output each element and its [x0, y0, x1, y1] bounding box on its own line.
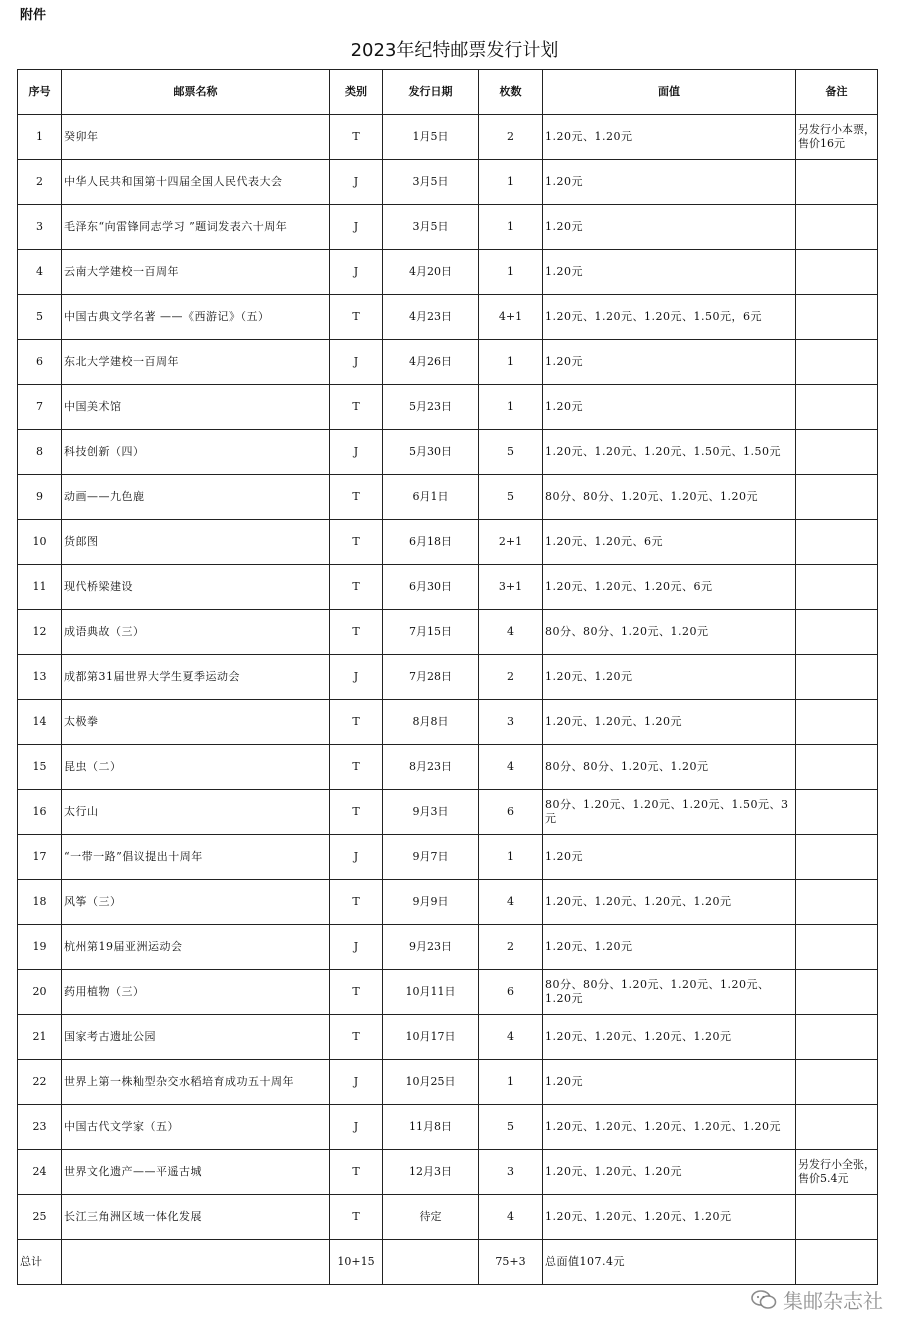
cell-value: 1.20元、1.20元 [543, 925, 796, 970]
table-header-row [18, 70, 878, 115]
cell-no: 16 [18, 790, 62, 835]
cell-date: 4月23日 [383, 295, 479, 340]
cell-stamp-name: 太行山 [62, 790, 330, 835]
cell-value: 1.20元 [543, 250, 796, 295]
cell-no: 21 [18, 1015, 62, 1060]
cell-date: 4月26日 [383, 340, 479, 385]
cell-type: T [330, 790, 383, 835]
cell-no: 5 [18, 295, 62, 340]
cell-stamp-name: 长江三角洲区域一体化发展 [62, 1195, 330, 1240]
cell-stamp-name: 东北大学建校一百周年 [62, 340, 330, 385]
cell-no: 9 [18, 475, 62, 520]
cell-stamp-name: 杭州第19届亚洲运动会 [62, 925, 330, 970]
cell-type: J [330, 430, 383, 475]
cell-value: 1.20元、1.20元、1.20元、1.50元，6元 [543, 295, 796, 340]
cell-value: 1.20元、1.20元、1.20元、1.20元 [543, 880, 796, 925]
cell-value: 1.20元、1.20元、1.20元、1.20元 [543, 1015, 796, 1060]
cell-stamp-name: “一带一路”倡议提出十周年 [62, 835, 330, 880]
cell-note [796, 340, 878, 385]
table-row [18, 115, 878, 160]
table-row [18, 1195, 878, 1240]
cell-count: 1 [479, 205, 543, 250]
cell-date: 9月3日 [383, 790, 479, 835]
cell-count: 6 [479, 970, 543, 1015]
cell-stamp-name: 中国美术馆 [62, 385, 330, 430]
cell-count: 3+1 [479, 565, 543, 610]
cell-count: 4+1 [479, 295, 543, 340]
cell-note [796, 1105, 878, 1150]
cell-type: J [330, 160, 383, 205]
cell-value: 80分、1.20元、1.20元、1.20元、1.50元、3元 [543, 790, 796, 835]
cell-type: T [330, 385, 383, 430]
cell-date: 3月5日 [383, 160, 479, 205]
table-row [18, 745, 878, 790]
cell-no: 24 [18, 1150, 62, 1195]
cell-type: J [330, 340, 383, 385]
table-row [18, 925, 878, 970]
cell-count: 1 [479, 385, 543, 430]
table-row [18, 880, 878, 925]
header-note: 备注 [796, 70, 878, 115]
cell-note [796, 565, 878, 610]
cell-count: 2 [479, 925, 543, 970]
table-row [18, 340, 878, 385]
cell-stamp-name: 世界文化遗产——平遥古城 [62, 1150, 330, 1195]
cell-date: 7月15日 [383, 610, 479, 655]
cell-count: 2+1 [479, 520, 543, 565]
cell-type: J [330, 250, 383, 295]
cell-count: 1 [479, 835, 543, 880]
cell-stamp-name: 科技创新（四） [62, 430, 330, 475]
cell-type: T [330, 700, 383, 745]
cell-count: 4 [479, 1195, 543, 1240]
cell-count: 5 [479, 1105, 543, 1150]
cell-type: J [330, 205, 383, 250]
cell-no: 12 [18, 610, 62, 655]
cell-no: 18 [18, 880, 62, 925]
total-value: 总面值107.4元 [543, 1240, 796, 1285]
cell-stamp-name: 中国古典文学名著 ——《西游记》（五） [62, 295, 330, 340]
cell-note [796, 745, 878, 790]
cell-date: 9月23日 [383, 925, 479, 970]
cell-no: 22 [18, 1060, 62, 1105]
cell-value: 1.20元 [543, 835, 796, 880]
cell-value: 1.20元、1.20元、1.20元、1.20元、1.20元 [543, 1105, 796, 1150]
cell-date: 6月1日 [383, 475, 479, 520]
header-name: 邮票名称 [62, 70, 330, 115]
cell-type: J [330, 1060, 383, 1105]
header-no: 序号 [18, 70, 62, 115]
cell-note [796, 835, 878, 880]
wechat-icon [751, 1290, 777, 1310]
cell-no: 11 [18, 565, 62, 610]
cell-note: 另发行小本票，售价16元 [796, 115, 878, 160]
cell-stamp-name: 国家考古遗址公园 [62, 1015, 330, 1060]
table-row [18, 520, 878, 565]
cell-value: 80分、80分、1.20元、1.20元、1.20元、1.20元 [543, 970, 796, 1015]
cell-type: T [330, 1150, 383, 1195]
table-row [18, 250, 878, 295]
cell-type: T [330, 1195, 383, 1240]
cell-type: T [330, 295, 383, 340]
cell-date: 10月11日 [383, 970, 479, 1015]
table-row [18, 1105, 878, 1150]
cell-note [796, 970, 878, 1015]
cell-no: 23 [18, 1105, 62, 1150]
cell-stamp-name: 动画——九色鹿 [62, 475, 330, 520]
cell-count: 3 [479, 700, 543, 745]
cell-note [796, 925, 878, 970]
total-date [383, 1240, 479, 1285]
cell-date: 7月28日 [383, 655, 479, 700]
total-type: 10+15 [330, 1240, 383, 1285]
header-count: 枚数 [479, 70, 543, 115]
cell-date: 6月30日 [383, 565, 479, 610]
cell-note [796, 520, 878, 565]
cell-value: 1.20元 [543, 340, 796, 385]
table-row [18, 1060, 878, 1105]
cell-date: 6月18日 [383, 520, 479, 565]
cell-date: 9月9日 [383, 880, 479, 925]
cell-stamp-name: 云南大学建校一百周年 [62, 250, 330, 295]
cell-value: 1.20元、1.20元、1.20元、1.50元、1.50元 [543, 430, 796, 475]
watermark-text: 集邮杂志社 [783, 1289, 883, 1313]
cell-no: 1 [18, 115, 62, 160]
cell-type: T [330, 475, 383, 520]
cell-count: 3 [479, 1150, 543, 1195]
cell-date: 5月30日 [383, 430, 479, 475]
table-row [18, 565, 878, 610]
cell-note [796, 1060, 878, 1105]
table-row [18, 295, 878, 340]
cell-count: 2 [479, 115, 543, 160]
cell-value: 1.20元 [543, 160, 796, 205]
cell-no: 25 [18, 1195, 62, 1240]
cell-value: 1.20元、1.20元 [543, 655, 796, 700]
cell-value: 1.20元、1.20元、1.20元 [543, 1150, 796, 1195]
cell-value: 1.20元、1.20元、1.20元、6元 [543, 565, 796, 610]
table-row [18, 835, 878, 880]
header-value: 面值 [543, 70, 796, 115]
cell-stamp-name: 毛泽东“向雷锋同志学习 ”题词发表六十周年 [62, 205, 330, 250]
cell-no: 4 [18, 250, 62, 295]
table-row [18, 610, 878, 655]
header-date: 发行日期 [383, 70, 479, 115]
cell-note [796, 610, 878, 655]
cell-type: J [330, 925, 383, 970]
cell-note [796, 1015, 878, 1060]
cell-note [796, 250, 878, 295]
cell-stamp-name: 现代桥梁建设 [62, 565, 330, 610]
cell-value: 1.20元 [543, 1060, 796, 1105]
cell-no: 8 [18, 430, 62, 475]
cell-count: 6 [479, 790, 543, 835]
cell-date: 8月8日 [383, 700, 479, 745]
cell-count: 5 [479, 475, 543, 520]
table-row [18, 790, 878, 835]
cell-date: 12月3日 [383, 1150, 479, 1195]
cell-stamp-name: 中国古代文学家（五） [62, 1105, 330, 1150]
cell-value: 1.20元、1.20元、6元 [543, 520, 796, 565]
cell-date: 11月8日 [383, 1105, 479, 1150]
cell-note [796, 475, 878, 520]
cell-count: 2 [479, 655, 543, 700]
table-row [18, 430, 878, 475]
cell-note: 另发行小全张，售价5.4元 [796, 1150, 878, 1195]
table-row [18, 655, 878, 700]
cell-value: 1.20元、1.20元 [543, 115, 796, 160]
table-row [18, 970, 878, 1015]
cell-date: 4月20日 [383, 250, 479, 295]
cell-date: 待定 [383, 1195, 479, 1240]
cell-value: 1.20元、1.20元、1.20元、1.20元 [543, 1195, 796, 1240]
cell-type: T [330, 970, 383, 1015]
cell-type: T [330, 565, 383, 610]
cell-type: T [330, 1015, 383, 1060]
header-type: 类别 [330, 70, 383, 115]
cell-type: T [330, 115, 383, 160]
table-row [18, 1150, 878, 1195]
total-count: 75+3 [479, 1240, 543, 1285]
cell-stamp-name: 昆虫（二） [62, 745, 330, 790]
cell-value: 80分、80分、1.20元、1.20元、1.20元 [543, 475, 796, 520]
cell-value: 1.20元 [543, 205, 796, 250]
cell-no: 6 [18, 340, 62, 385]
cell-note [796, 295, 878, 340]
cell-type: T [330, 520, 383, 565]
cell-stamp-name: 癸卯年 [62, 115, 330, 160]
cell-date: 8月23日 [383, 745, 479, 790]
cell-stamp-name: 成语典故（三） [62, 610, 330, 655]
attachment-label: 附件 [20, 8, 47, 23]
cell-no: 20 [18, 970, 62, 1015]
cell-no: 17 [18, 835, 62, 880]
cell-count: 4 [479, 1015, 543, 1060]
cell-note [796, 385, 878, 430]
cell-stamp-name: 太极拳 [62, 700, 330, 745]
cell-type: J [330, 835, 383, 880]
cell-stamp-name: 风筝（三） [62, 880, 330, 925]
cell-note [796, 430, 878, 475]
cell-type: T [330, 880, 383, 925]
watermark [751, 1285, 883, 1314]
cell-no: 3 [18, 205, 62, 250]
cell-note [796, 790, 878, 835]
cell-stamp-name: 中华人民共和国第十四届全国人民代表大会 [62, 160, 330, 205]
cell-count: 1 [479, 160, 543, 205]
cell-value: 80分、80分、1.20元、1.20元 [543, 610, 796, 655]
cell-note [796, 700, 878, 745]
table-row [18, 160, 878, 205]
cell-no: 14 [18, 700, 62, 745]
cell-no: 7 [18, 385, 62, 430]
table-row [18, 385, 878, 430]
cell-date: 9月7日 [383, 835, 479, 880]
table-row [18, 205, 878, 250]
cell-count: 4 [479, 745, 543, 790]
cell-count: 5 [479, 430, 543, 475]
cell-count: 1 [479, 250, 543, 295]
cell-date: 10月25日 [383, 1060, 479, 1105]
cell-stamp-name: 货郎图 [62, 520, 330, 565]
total-name [62, 1240, 330, 1285]
cell-stamp-name: 世界上第一株籼型杂交水稻培育成功五十周年 [62, 1060, 330, 1105]
cell-no: 10 [18, 520, 62, 565]
cell-count: 4 [479, 610, 543, 655]
cell-stamp-name: 药用植物（三） [62, 970, 330, 1015]
cell-no: 15 [18, 745, 62, 790]
cell-stamp-name: 成都第31届世界大学生夏季运动会 [62, 655, 330, 700]
cell-note [796, 160, 878, 205]
table-body [18, 115, 878, 1240]
cell-no: 13 [18, 655, 62, 700]
cell-date: 10月17日 [383, 1015, 479, 1060]
cell-count: 1 [479, 1060, 543, 1105]
total-row [18, 1240, 878, 1285]
cell-count: 1 [479, 340, 543, 385]
cell-type: T [330, 610, 383, 655]
cell-type: J [330, 1105, 383, 1150]
cell-type: J [330, 655, 383, 700]
cell-note [796, 205, 878, 250]
cell-value: 1.20元 [543, 385, 796, 430]
cell-count: 4 [479, 880, 543, 925]
total-note [796, 1240, 878, 1285]
cell-type: T [330, 745, 383, 790]
cell-note [796, 1195, 878, 1240]
cell-value: 80分、80分、1.20元、1.20元 [543, 745, 796, 790]
cell-no: 2 [18, 160, 62, 205]
stamp-plan-table [17, 69, 878, 1285]
cell-note [796, 880, 878, 925]
cell-no: 19 [18, 925, 62, 970]
cell-value: 1.20元、1.20元、1.20元 [543, 700, 796, 745]
table-row [18, 1015, 878, 1060]
table-row [18, 700, 878, 745]
table-row [18, 475, 878, 520]
cell-note [796, 655, 878, 700]
cell-date: 1月5日 [383, 115, 479, 160]
cell-date: 5月23日 [383, 385, 479, 430]
page-title: 2023年纪特邮票发行计划 [350, 40, 559, 61]
cell-date: 3月5日 [383, 205, 479, 250]
total-label: 总计 [18, 1240, 62, 1285]
